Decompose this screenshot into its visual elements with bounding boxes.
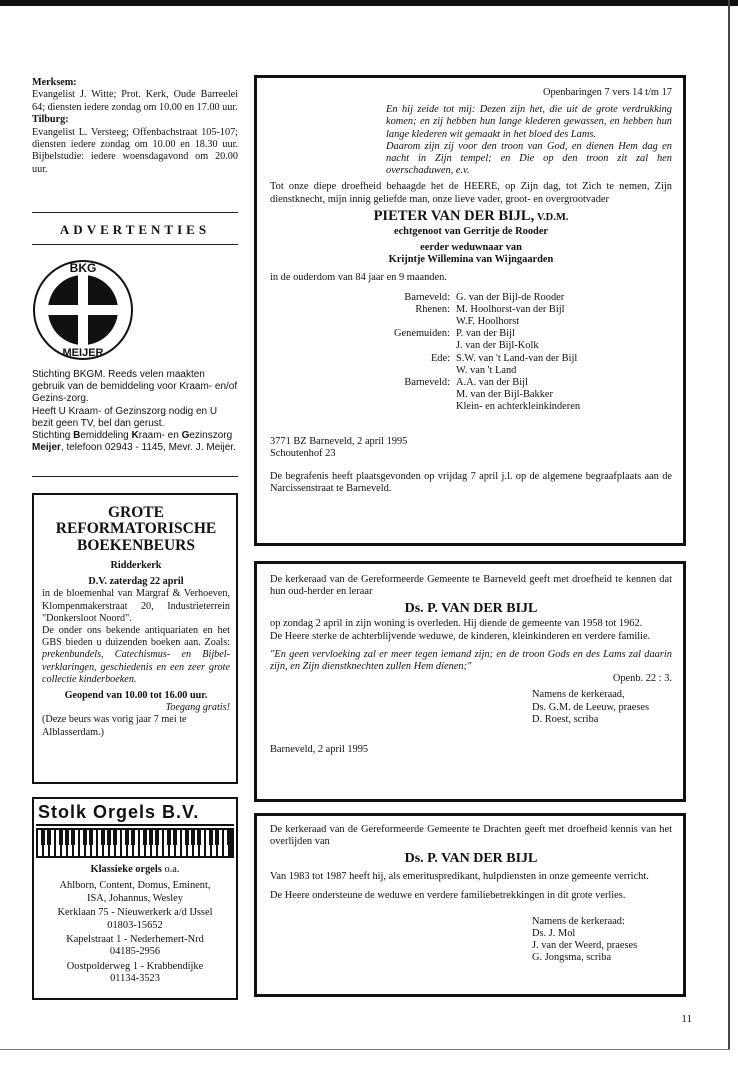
notice2-text-2: De Heere sterke de achterblijvende weduwe, de kinderen, kleinkinderen en verdere familie. [270, 630, 651, 642]
spouse-line-1: echtgenoot van Gerritje de Rooder [393, 225, 549, 237]
address-line-1: 3771 BZ Barneveld, 2 april 1995 [270, 435, 408, 447]
notice2-content [270, 574, 672, 756]
top-border [0, 0, 738, 6]
stolk-address-3: Oostpolderweg 1 - Krabbendijke [66, 960, 204, 972]
bkg-text-1: Stichting BKGM. Reeds velen maakten gebruik van de bemiddeling voor Kraam- en/of Gezins-zorg. [32, 369, 238, 405]
divider [32, 476, 238, 477]
fair-previous: (Deze beurs was vorig jaar 7 mei te Alblasserdam.) [42, 714, 187, 738]
bottom-border [0, 1049, 730, 1050]
bkg-text [32, 369, 238, 454]
notice2-intro: De kerkeraad van de Gereformeerde Gemeente te Barneveld geeft met droefheid te kennen dat hun oud-herder en leraar [270, 574, 672, 598]
bkg-text-2: Heeft U Kraam- of Gezinszorg nodig en U bezit geen TV, bel dan gerust. [32, 405, 218, 429]
merksem-heading: Merksem: [32, 77, 77, 88]
bible-quote-2: Daarom zijn zij voor den troon van God, en dienen Hem dag en nacht in Zijn tempel; en Die op den troon zit zal hen overschaduwen, e.v. [386, 140, 672, 177]
notice2-date: Barneveld, 2 april 1995 [270, 744, 369, 756]
fair-title-3: BOEKENBEURS [76, 537, 195, 554]
family-row: Ede: S.W. van 't Land-van der Bijl W. van 't Land [430, 352, 578, 376]
bible-reference: Openbaringen 7 vers 14 t/m 17 [543, 87, 672, 98]
spouse-line-2: eerder weduwnaar van [420, 242, 522, 254]
fair-location: in de bloemenhal van Margraf & Verhoeven, Klompenmakerstraat 20, Industrieterrein "Donkersloot Noord". [42, 588, 230, 624]
ads-heading: ADVERTENTIES [59, 222, 211, 237]
stolk-header [36, 800, 234, 826]
stolk-brands: Ahlborn, Content, Domus, Eminent, ISA, Johannus, Wesley [59, 880, 211, 904]
address-line-2: Schoutenhof 23 [270, 447, 336, 459]
logo-top-text: BKG [69, 261, 97, 275]
stolk-phone-3: 01134-3523 [110, 973, 160, 985]
fair-date: D.V. zaterdag 22 april [88, 576, 184, 588]
notice3-text-1: Van 1983 tot 1987 heeft hij, als emerituspredikant, hulpdiensten in onze gemeente verricht. [270, 871, 649, 883]
fair-text: De onder ons bekende antiquariaten en het GBS bieden u duizenden boeken aan. Zoals: prekenbundels, Catechismus- en Bijbel-verklaringen, geschiedenis en een zeer grote collectie kinderboeken. [42, 625, 230, 685]
tilburg-heading: Tilburg: [32, 114, 69, 126]
fair-title-2: REFORMATORISCHE [55, 520, 217, 537]
fair-title-1: GROTE [108, 504, 164, 521]
spouse-line-3: Krijntje Willemina van Wijngaarden [388, 254, 554, 266]
fair-opening: Geopend van 10.00 tot 16.00 uur. [64, 690, 208, 702]
keyboard-graphic [36, 828, 234, 858]
fair-free: Toegang gratis! [165, 702, 230, 714]
stolk-phone-2: 04185-2956 [109, 946, 161, 958]
notice3-intro: De kerkeraad van de Gereformeerde Gemeente te Drachten geeft met droefheid kennis van het overlijden van [270, 824, 672, 848]
church-listing [32, 77, 238, 176]
stolk-phone-1: 01803-15652 [107, 919, 163, 931]
family-row: Barneveld: A.A. van der Bijl M. van der Bijl-Bakker Klein- en achterkleinkinderen [404, 377, 581, 413]
age-line: in de ouderdom van 84 jaar en 9 maanden. [270, 272, 447, 284]
stolk-address-1: Kerklaan 75 - Nieuwerkerk a/d IJssel [57, 907, 213, 919]
notice2-ref: Openb. 22 : 3. [612, 673, 672, 685]
funeral-text: De begrafenis heeft plaatsgevonden op vrijdag 7 april j.l. op de algemene begraafplaats aan de Narcissenstraat te Barneveld. [270, 471, 672, 495]
merksem-text: Evangelist J. Witte; Prot. Kerk, Oude Barreelei 64; diensten iedere zondag om 10.00 en 17.00 uur. [32, 89, 238, 113]
bkg-meijer-logo [32, 259, 134, 361]
bkg-text-3: Stichting Bemiddeling Kraam- en Gezinszorg Meijer, telefoon 02943 - 1145, Mevr. J. Meijer. [32, 430, 236, 454]
family-row: Barneveld: G. van der Bijl-de Rooder [404, 291, 565, 303]
notice2-name: Ds. P. VAN DER BIJL [404, 601, 538, 617]
logo-bottom-text: MEIJER [62, 347, 104, 359]
deceased-name: PIETER VAN DER BIJL, V.D.M. [373, 207, 569, 224]
divider [32, 244, 238, 245]
family-row: Rhenen: M. Hoolhorst-van der Bijl W.F. Hoolhorst [415, 303, 565, 328]
notice2-quote: "En geen vervloeking zal er meer tegen iemand zijn; en de troon Gods en des Lams zal daarin zijn, en Zijn dienstknechten zullen Hem dienen;" [270, 648, 672, 673]
notice1-content [270, 87, 672, 495]
stolk-classic: Klassieke orgels o.a. [90, 864, 180, 875]
stolk-address-2: Kapelstraat 1 - Nederhemert-Nrd [66, 934, 204, 946]
stolk-title: Stolk Orgels B.V. [38, 802, 200, 822]
right-border [728, 0, 730, 1050]
notice3-text-2: De Heere ondersteune de weduwe en verdere familiebetrekkingen in dit grote verlies. [270, 889, 626, 901]
stolk-content [36, 864, 234, 986]
bible-quote-1: En hij zeide tot mij: Dezen zijn het, die uit de grote verdrukking komen; en zij hebben hun lange klederen gewassen, en hebben hun lange klederen wit gemaakt in het bloed des Lams. [386, 104, 672, 140]
family-row: Genemuiden: P. van der Bijl J. van der Bijl-Kolk [394, 328, 539, 352]
notice1-intro: Tot onze diepe droefheid behaagde het de HEERE, op Zijn dag, tot Zich te nemen, Zijn dienstknecht, mijn innig geliefde man, onze lieve vader, groot- en overgrootvader [270, 181, 672, 205]
family-list [270, 292, 672, 414]
fair-place: Ridderkerk [110, 560, 162, 571]
tilburg-text: Evangelist L. Versteeg; Offenbachstraat 105-107; diensten iedere zondag om 10.00 en 18.30 uur. Bijbelstudie: iedere woensdagavond om 20.00 uur. [32, 126, 238, 175]
page-number: 11 [681, 1013, 692, 1025]
book-fair-content [42, 505, 230, 739]
notice2-text-1: op zondag 2 april in zijn woning is overleden. Hij diende de gemeente van 1958 tot 1962. [270, 618, 643, 630]
notice3-content [270, 824, 672, 965]
notice3-name: Ds. P. VAN DER BIJL [404, 851, 538, 867]
notice2-signature: Namens de kerkeraad, Ds. G.M. de Leeuw, praeses D. Roest, scriba [532, 689, 650, 725]
divider [32, 212, 238, 213]
notice3-signature: Namens de kerkeraad: Ds. J. Mol J. van der Weerd, praeses G. Jongsma, scriba [532, 915, 638, 964]
